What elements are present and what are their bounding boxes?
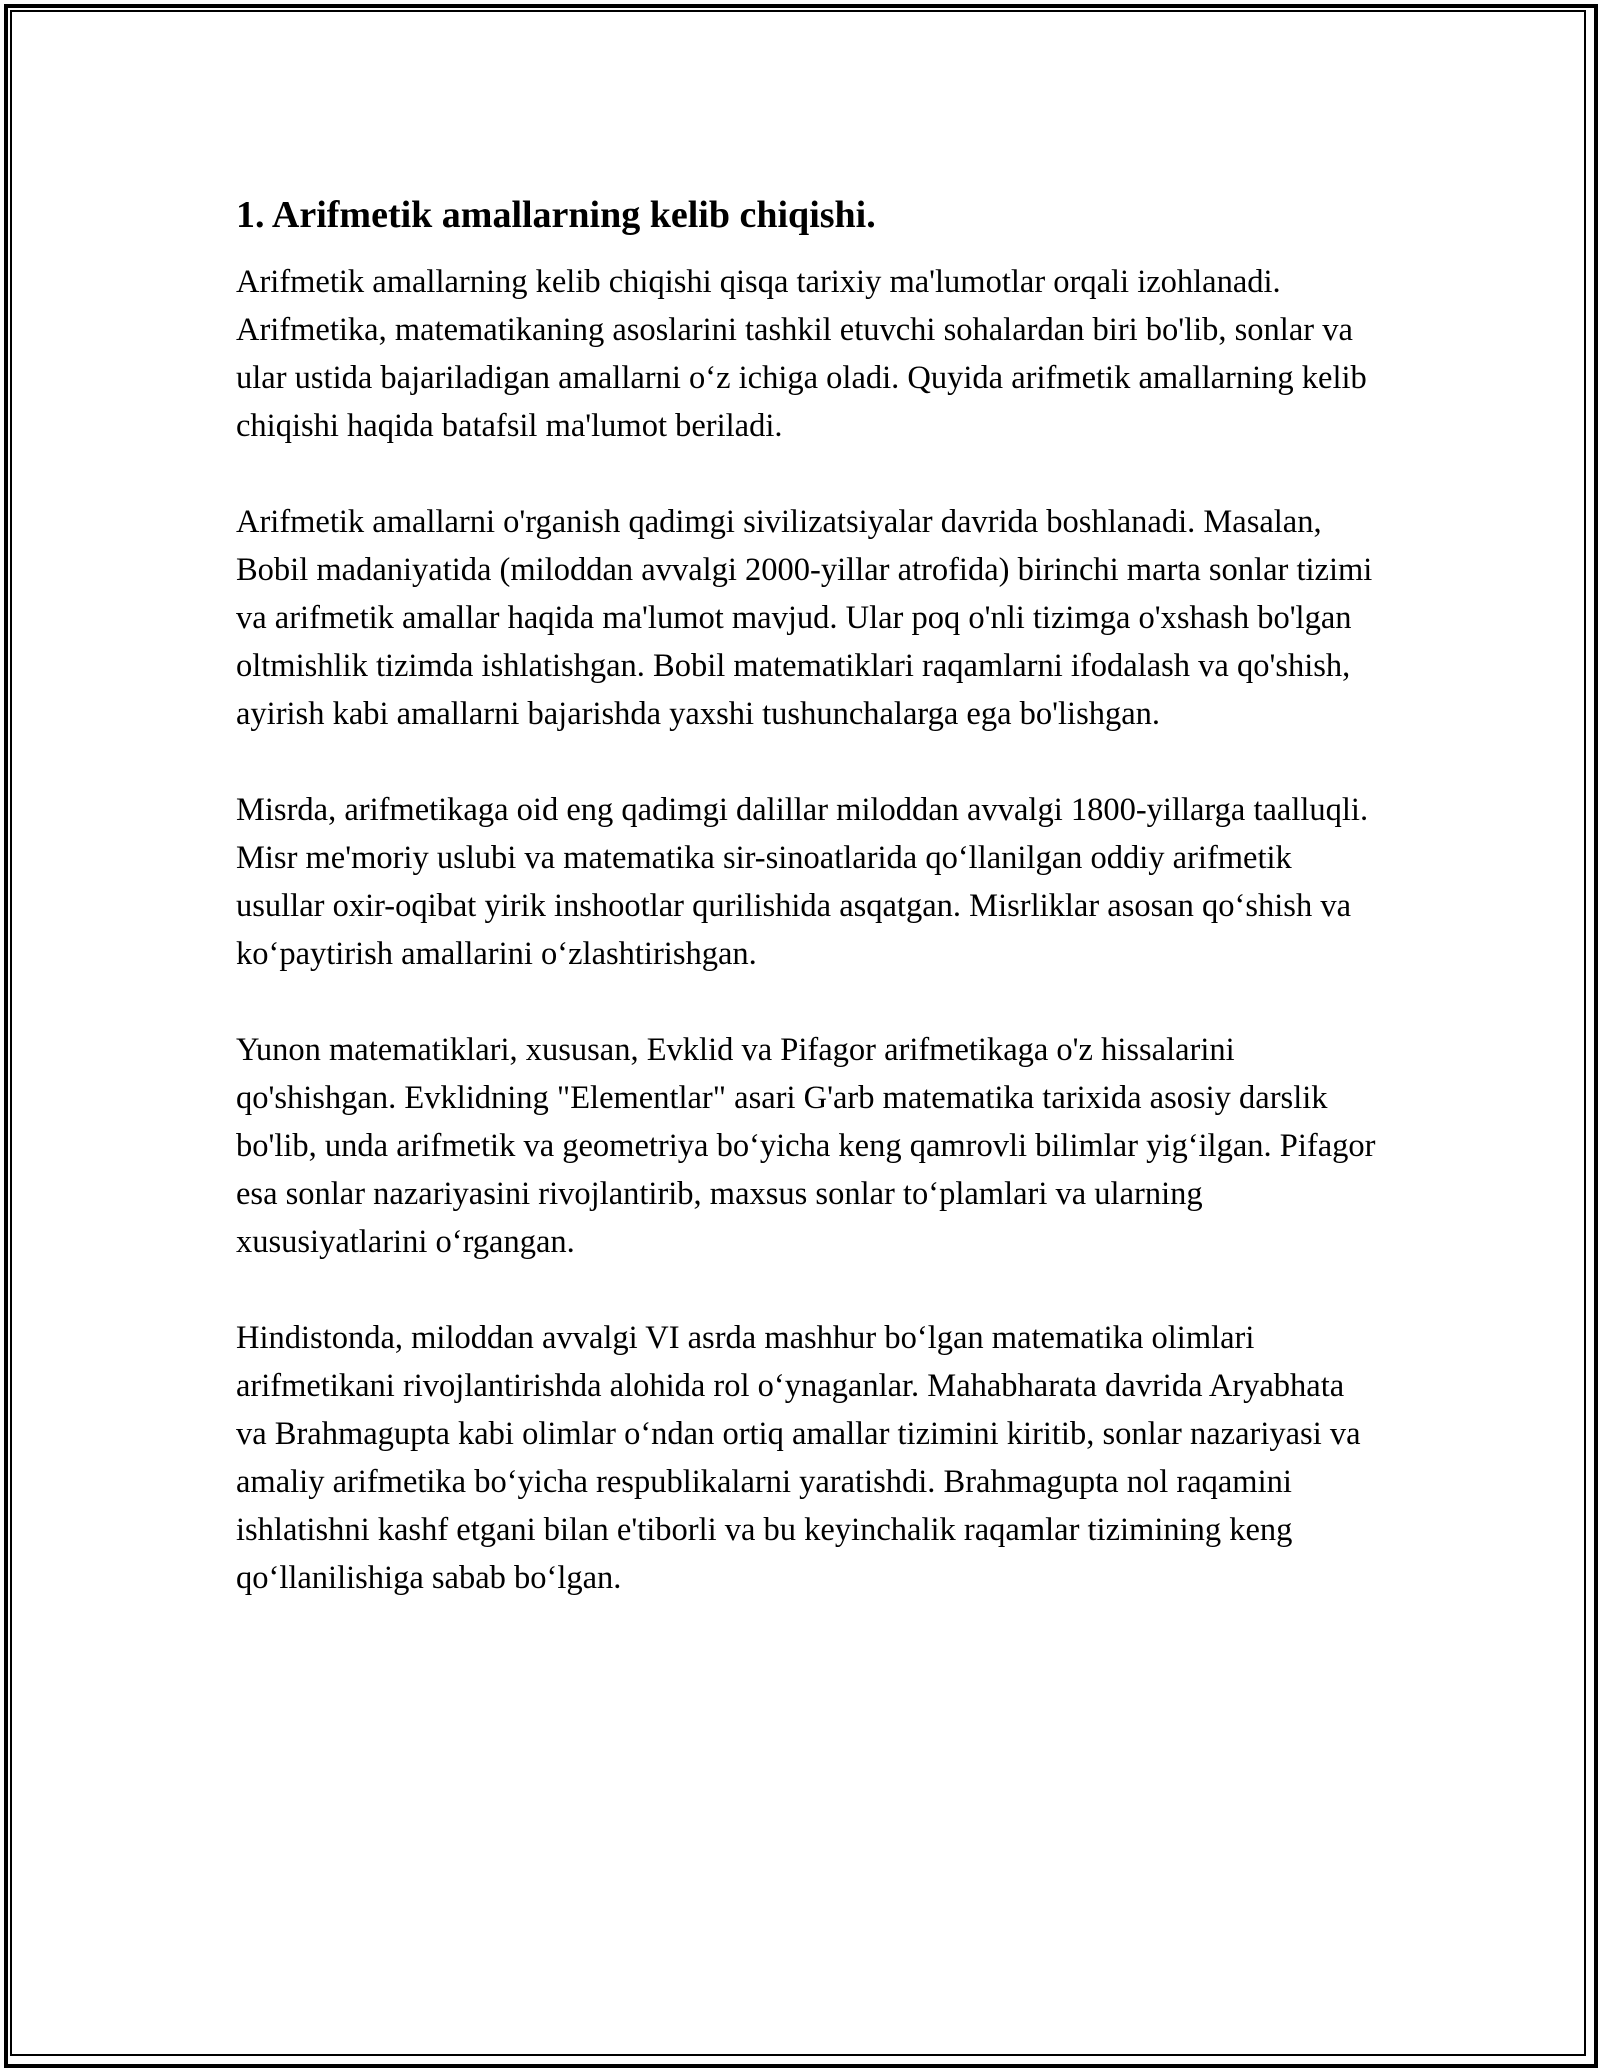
section-title: 1. Arifmetik amallarning kelib chiqishi.: [236, 194, 876, 236]
paragraph-greece: Yunon matematiklari, xususan, Evklid va Pifagor arifmetikaga o'z hissalarini qo'shishgan. Evklidning "Elementlar" asari G'arb matematika tarixida asosiy darslik bo'lib, unda arifmetik va geometriya bo‘yicha keng qamrovli bilimlar yig‘ilgan. Pifagor esa sonlar nazariyasini rivojlantirib, maxsus sonlar to‘plamlari va ularning xususiyatlarini o‘rgangan.: [236, 1032, 1376, 1260]
paragraph-egypt: Misrda, arifmetikaga oid eng qadimgi dalillar miloddan avvalgi 1800-yillarga taalluqli. Misr me'moriy uslubi va matematika sir-sinoatlarida qo‘llanilgan oddiy arifmetik usullar oxir-oqibat yirik inshootlar qurilishida asqatgan. Misrliklar asosan qo‘shish va ko‘paytirish amallarini o‘zlashtirishgan.: [236, 792, 1369, 972]
paragraph-babylon: Arifmetik amallarni o'rganish qadimgi sivilizatsiyalar davrida boshlanadi. Masalan, Bobil madaniyatida (miloddan avvalgi 2000-yillar atrofida) birinchi marta sonlar tizimi va arifmetik amallar haqida ma'lumot mavjud. Ular poq o'nli tizimga o'xshash bo'lgan oltmishlik tizimda ishlatishgan. Bobil matematiklari raqamlarni ifodalash va qo'shish, ayirish kabi amallarni bajarishda yaxshi tushunchalarga ega bo'lishgan.: [236, 504, 1373, 732]
document-body: [236, 186, 1376, 1650]
paragraph-intro: Arifmetik amallarning kelib chiqishi qisqa tarixiy ma'lumotlar orqali izohlanadi. Arifmetika, matematikaning asoslarini tashkil etuvchi sohalardan biri bo'lib, sonlar va ular ustida bajariladigan amallarni o‘z ichiga oladi. Quyida arifmetik amallarning kelib chiqishi haqida batafsil ma'lumot beriladi.: [236, 264, 1367, 444]
paragraph-india: Hindistonda, miloddan avvalgi VI asrda mashhur bo‘lgan matematika olimlari arifmetikani rivojlantirishda alohida rol o‘ynaganlar. Mahabharata davrida Aryabhata va Brahmagupta kabi olimlar o‘ndan ortiq amallar tizimini kiritib, sonlar nazariyasi va amaliy arifmetika bo‘yicha respublikalarni yaratishdi. Brahmagupta nol raqamini ishlatishni kashf etgani bilan e'tiborli va bu keyinchalik raqamlar tizimining keng qo‘llanilishiga sabab bo‘lgan.: [236, 1320, 1361, 1596]
